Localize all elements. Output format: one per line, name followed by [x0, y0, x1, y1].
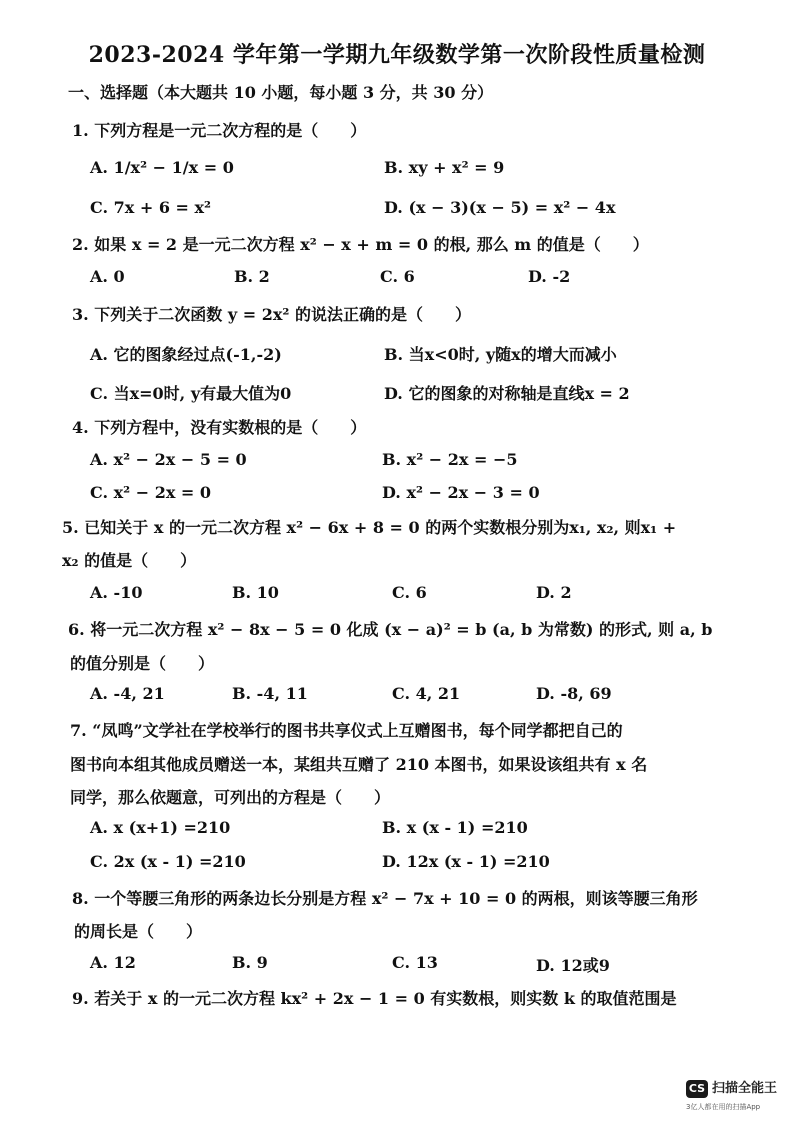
question-7-option-a: A. x (x+1) =210	[90, 818, 231, 837]
question-6-stem-line-1: 6. 将一元二次方程 x² − 8x − 5 = 0 化成 (x − a)² = b (a, b 为常数) 的形式, 则 a, b	[68, 620, 713, 639]
question-5-option-b: B. 10	[232, 583, 279, 602]
question-7-option-c: C. 2x (x - 1) =210	[90, 852, 246, 871]
question-2-option-d: D. -2	[528, 267, 571, 286]
question-3-option-b: B. 当x<0时, y随x的增大而减小	[384, 345, 617, 364]
question-8-stem-line-2: 的周长是（ ）	[74, 922, 203, 941]
question-6-option-d: D. -8, 69	[536, 684, 612, 703]
question-3-stem: 3. 下列关于二次函数 y = 2x² 的说法正确的是（ ）	[72, 305, 471, 324]
question-2-option-c: C. 6	[380, 267, 415, 286]
question-1-option-d: D. (x − 3)(x − 5) = x² − 4x	[384, 198, 616, 217]
question-1-option-c: C. 7x + 6 = x²	[90, 198, 212, 217]
question-1-option-b: B. xy + x² = 9	[384, 158, 505, 177]
question-5-option-d: D. 2	[536, 583, 572, 602]
question-1-option-a: A. 1/x² − 1/x = 0	[90, 158, 234, 177]
question-9-stem: 9. 若关于 x 的一元二次方程 kx² + 2x − 1 = 0 有实数根，则实数 k 的取值范围是	[72, 989, 677, 1008]
question-3-option-a: A. 它的图象经过点(-1,-2)	[90, 345, 282, 364]
question-4-option-b: B. x² − 2x = −5	[382, 450, 518, 469]
question-5-option-a: A. -10	[90, 583, 143, 602]
question-5-stem-line-2: x₂ 的值是（ ）	[62, 551, 197, 570]
scanner-tagline: 3亿人都在用的扫描App	[686, 1103, 761, 1111]
cs-badge-icon: CS	[686, 1080, 708, 1098]
question-4-option-c: C. x² − 2x = 0	[90, 483, 212, 502]
question-6-option-a: A. -4, 21	[90, 684, 165, 703]
question-7-stem-line-2: 图书向本组其他成员赠送一本，某组共互赠了 210 本图书，如果设该组共有 x 名	[70, 755, 648, 774]
question-3-option-c: C. 当x=0时, y有最大值为0	[90, 384, 292, 403]
question-4-option-d: D. x² − 2x − 3 = 0	[382, 483, 540, 502]
question-7-option-b: B. x (x - 1) =210	[382, 818, 528, 837]
page-title: 2023-2024 学年第一学期九年级数学第一次阶段性质量检测	[88, 42, 706, 68]
question-2-option-a: A. 0	[90, 267, 125, 286]
question-5-stem-line-1: 5. 已知关于 x 的一元二次方程 x² − 6x + 8 = 0 的两个实数根分别为x₁, x₂, 则x₁ +	[62, 518, 677, 537]
question-6-stem-line-2: 的值分别是（ ）	[70, 654, 215, 673]
question-8-option-b: B. 9	[232, 953, 268, 972]
question-8-option-c: C. 13	[392, 953, 438, 972]
question-7-option-d: D. 12x (x - 1) =210	[382, 852, 550, 871]
question-6-option-b: B. -4, 11	[232, 684, 308, 703]
question-6-option-c: C. 4, 21	[392, 684, 461, 703]
question-8-option-a: A. 12	[90, 953, 136, 972]
question-4-option-a: A. x² − 2x − 5 = 0	[90, 450, 247, 469]
question-2-option-b: B. 2	[234, 267, 270, 286]
question-3-option-d: D. 它的图象的对称轴是直线x = 2	[384, 384, 630, 403]
question-8-stem-line-1: 8. 一个等腰三角形的两条边长分别是方程 x² − 7x + 10 = 0 的两根，则该等腰三角形	[72, 889, 698, 908]
question-1-stem: 1. 下列方程是一元二次方程的是（ ）	[72, 121, 367, 140]
scanner-app-name: 扫描全能王	[712, 1081, 778, 1096]
scanner-logo	[686, 1080, 786, 1116]
question-4-stem: 4. 下列方程中，没有实数根的是（ ）	[72, 418, 367, 437]
question-7-stem-line-1: 7. “凤鸣”文学社在学校举行的图书共享仪式上互赠图书，每个同学都把自己的	[70, 721, 623, 740]
question-8-option-d: D. 12或9	[536, 956, 610, 975]
question-5-option-c: C. 6	[392, 583, 427, 602]
question-7-stem-line-3: 同学，那么依题意，可列出的方程是（ ）	[70, 788, 391, 807]
section-heading: 一、选择题（本大题共 10 小题，每小题 3 分，共 30 分）	[68, 83, 494, 102]
question-2-stem: 2. 如果 x = 2 是一元二次方程 x² − x + m = 0 的根, 那么 m 的值是（ ）	[72, 235, 649, 254]
